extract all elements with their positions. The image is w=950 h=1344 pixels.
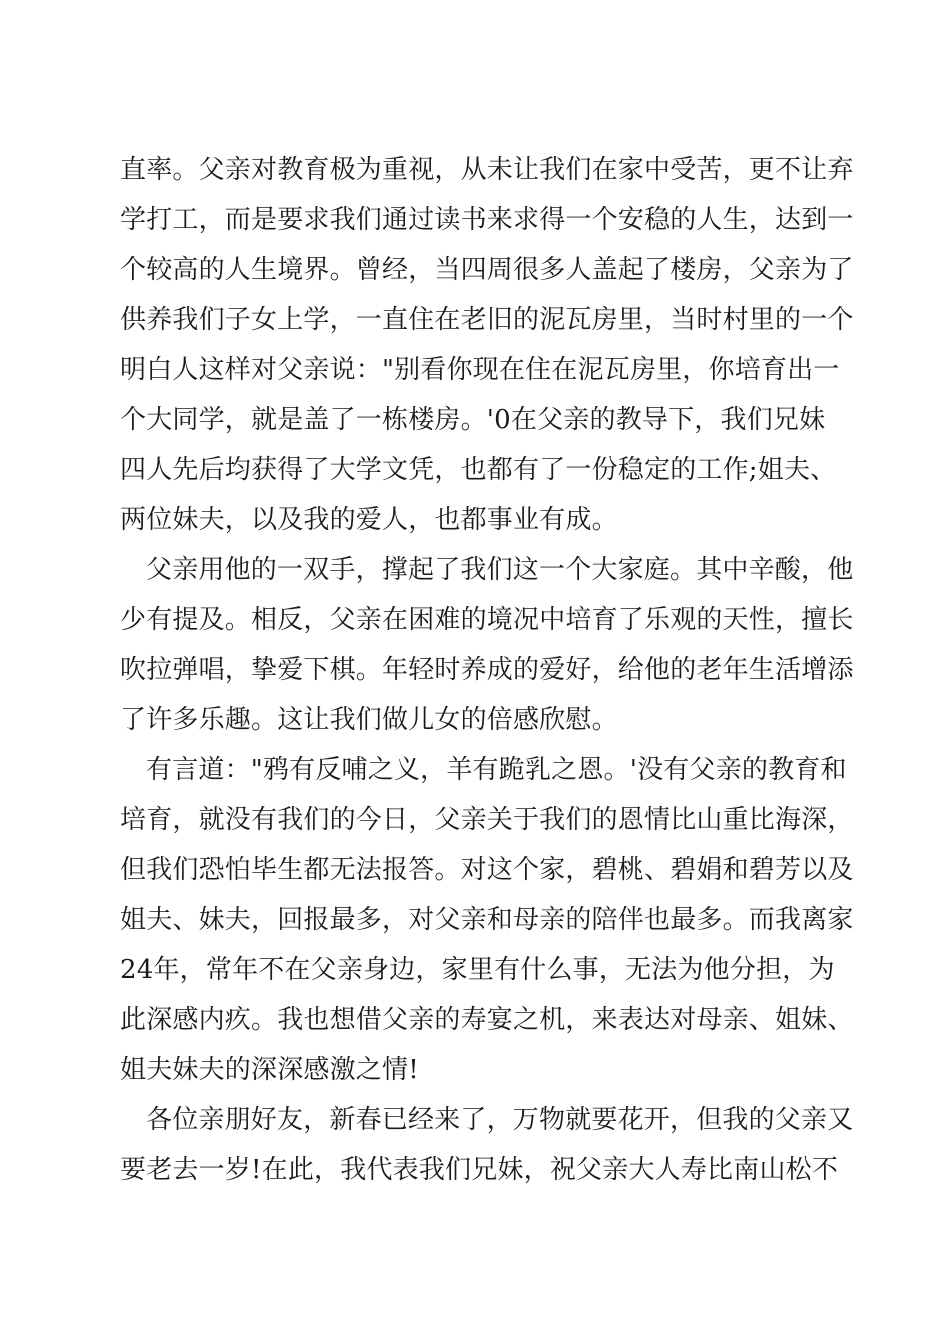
text-line: 了许多乐趣。这让我们做儿女的倍感欣慰。 (120, 705, 618, 735)
text-line: 四人先后均获得了大学文凭，也都有了一份稳定的工作;姐夫、 (120, 455, 837, 485)
text-line: 吹拉弹唱，挚爱下棋。年轻时养成的爱好，给他的老年生活增添 (120, 655, 854, 685)
text-line: 少有提及。相反，父亲在困难的境况中培育了乐观的天性，擅长 (120, 605, 854, 635)
text-line: 姐夫妹夫的深深感激之情! (120, 1055, 419, 1085)
paragraph-first-line: 各位亲朋好友，新春已经来了，万物就要花开，但我的父亲又 (146, 1105, 854, 1135)
text-line: 24年，常年不在父亲身边，家里有什么事，无法为他分担，为 (120, 955, 835, 985)
text-line: 个大同学，就是盖了一栋楼房。'0在父亲的教导下，我们兄妹 (120, 405, 826, 435)
paragraph-first-line: 父亲用他的一双手，撑起了我们这一个大家庭。其中辛酸，他 (146, 555, 854, 585)
text-line: 供养我们子女上学，一直住在老旧的泥瓦房里，当时村里的一个 (120, 305, 854, 335)
text-line: 直率。父亲对教育极为重视，从未让我们在家中受苦，更不让弃 (120, 155, 854, 185)
text-line: 个较高的人生境界。曾经，当四周很多人盖起了楼房，父亲为了 (120, 255, 854, 285)
text-line: 培育，就没有我们的今日，父亲关于我们的恩情比山重比海深， (120, 805, 854, 835)
paragraph-first-line: 有言道："鸦有反哺之义，羊有跪乳之恩。'没有父亲的教育和 (146, 755, 847, 785)
text-line: 此深感内疚。我也想借父亲的寿宴之机，来表达对母亲、姐妹、 (120, 1005, 854, 1035)
text-line: 明白人这样对父亲说："别看你现在住在泥瓦房里，你培育出一 (120, 355, 840, 385)
text-line: 姐夫、妹夫，回报最多，对父亲和母亲的陪伴也最多。而我离家 (120, 905, 854, 935)
text-line: 要老去一岁!在此，我代表我们兄妹，祝父亲大人寿比南山松不 (120, 1155, 839, 1185)
text-line: 两位妹夫，以及我的爱人，也都事业有成。 (120, 505, 618, 535)
text-line: 学打工，而是要求我们通过读书来求得一个安稳的人生，达到一 (120, 205, 854, 235)
text-line: 但我们恐怕毕生都无法报答。对这个家，碧桃、碧娟和碧芳以及 (120, 855, 854, 885)
